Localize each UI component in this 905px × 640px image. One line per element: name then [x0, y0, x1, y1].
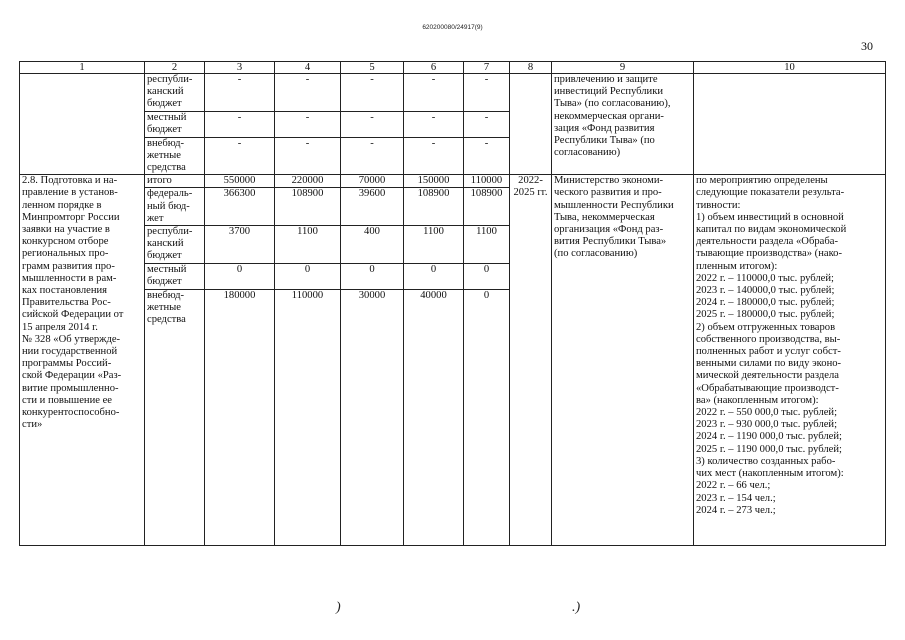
value-cell: -	[205, 111, 275, 137]
value-cell: 1100	[464, 226, 510, 264]
value-cell: 1100	[404, 226, 464, 264]
executors-cell: привлечению и защите инвестиций Республики Тыва» (по согласованию), некоммерческая органи- зация «Фонд развития Республики Тыва» (по согласованию)	[552, 74, 694, 175]
value-cell: 1100	[275, 226, 341, 264]
column-number: 2	[145, 62, 205, 74]
column-number: 9	[552, 62, 694, 74]
funding-source: федераль- ный бюд- жет	[145, 188, 205, 226]
value-cell: 0	[464, 289, 510, 545]
value-cell: 0	[464, 263, 510, 289]
value-cell: 150000	[404, 175, 464, 188]
value-cell: -	[464, 137, 510, 175]
value-cell: -	[404, 111, 464, 137]
scan-mark: .)	[572, 600, 581, 615]
value-cell: -	[341, 137, 404, 175]
column-number: 7	[464, 62, 510, 74]
value-cell: 110000	[275, 289, 341, 545]
funding-source: республи- канский бюджет	[145, 74, 205, 112]
value-cell: 400	[341, 226, 404, 264]
table-row	[20, 175, 886, 188]
value-cell: 0	[205, 263, 275, 289]
indicators-cell: по мероприятию определены следующие показатели результа- тивности: 1) объем инвестиций в основной капитал по видам экономической деятельности раздела «Обраба- тывающие производства» (нако- пленным итогом): 2022 г. – 110000,0 тыс. рублей; 2023 г. – 140000,0 тыс. рублей; 2024 г. – 180000,0 тыс. рублей; 2025 г. – 180000,0 тыс. рублей; 2) объем отгруженных товаров собственного производства, вы- полненных работ и услуг собст- венными силами по виду эконо- мической деятельности раздела «Обрабатывающие производст- ва» (накопленным итогом): 2022 г. – 550 000,0 тыс. рублей; 2023 г. – 930 000,0 тыс. рублей; 2024 г. – 1190 000,0 тыс. рублей; 2025 г. – 1190 000,0 тыс. рублей; 3) количество созданных рабо- чих мест (накопленным итогом): 2022 г. – 66 чел.; 2023 г. – 154 чел.; 2024 г. – 273 чел.;	[694, 175, 886, 545]
measure-description: 2.8. Подготовка и на- правление в установ- ленном порядке в Минпромторг России заявки на участие в конкурсном отборе региональных про- грамм развития про- мышленности в рам- ках постановления Правительства Рос- сийской Федерации от 15 апреля 2014 г. № 328 «Об утвержде- нии государственной программы Россий- ской Федерации «Раз- витие промышленно- сти и повышение ее конкурентоспособно- сти»	[20, 175, 145, 545]
funding-source: местный бюджет	[145, 263, 205, 289]
value-cell: -	[464, 111, 510, 137]
value-cell: 3700	[205, 226, 275, 264]
funding-source: республи- канский бюджет	[145, 226, 205, 264]
value-cell: -	[205, 137, 275, 175]
value-cell: 180000	[205, 289, 275, 545]
value-cell: 108900	[404, 188, 464, 226]
value-cell: -	[464, 74, 510, 112]
value-cell: 366300	[205, 188, 275, 226]
value-cell: 0	[404, 263, 464, 289]
column-number: 1	[20, 62, 145, 74]
value-cell: 40000	[404, 289, 464, 545]
table-row	[20, 74, 886, 112]
column-number: 4	[275, 62, 341, 74]
value-cell: 550000	[205, 175, 275, 188]
value-cell: 0	[275, 263, 341, 289]
value-cell: -	[275, 74, 341, 112]
value-cell: 220000	[275, 175, 341, 188]
value-cell: 39600	[341, 188, 404, 226]
funding-source: внебюд- жетные средства	[145, 137, 205, 175]
scan-mark: )	[336, 600, 341, 615]
column-number: 5	[341, 62, 404, 74]
value-cell: -	[404, 74, 464, 112]
column-numbers-row	[20, 62, 886, 74]
funding-source: местный бюджет	[145, 111, 205, 137]
column-number: 6	[404, 62, 464, 74]
value-cell: -	[404, 137, 464, 175]
value-cell: 30000	[341, 289, 404, 545]
program-table	[19, 61, 886, 546]
column-number: 10	[694, 62, 886, 74]
value-cell: 108900	[464, 188, 510, 226]
document-code: 620200080/24917(9)	[422, 24, 483, 31]
column-number: 8	[510, 62, 552, 74]
value-cell: 0	[341, 263, 404, 289]
measure-cell-empty	[20, 74, 145, 175]
value-cell: 70000	[341, 175, 404, 188]
value-cell: -	[205, 74, 275, 112]
value-cell: 108900	[275, 188, 341, 226]
indicators-cell-empty	[694, 74, 886, 175]
value-cell: -	[341, 111, 404, 137]
value-cell: -	[341, 74, 404, 112]
page-number: 30	[861, 39, 873, 53]
value-cell: -	[275, 111, 341, 137]
funding-source: итого	[145, 175, 205, 188]
executors-cell: Министерство экономи- ческого развития и про- мышленности Республики Тыва, некоммерческая организация «Фонд раз- вития Республики Тыва» (по согласованию)	[552, 175, 694, 545]
period-cell: 2022- 2025 гг.	[510, 175, 552, 545]
funding-source: внебюд- жетные средства	[145, 289, 205, 545]
value-cell: 110000	[464, 175, 510, 188]
column-number: 3	[205, 62, 275, 74]
period-cell-empty	[510, 74, 552, 175]
value-cell: -	[275, 137, 341, 175]
